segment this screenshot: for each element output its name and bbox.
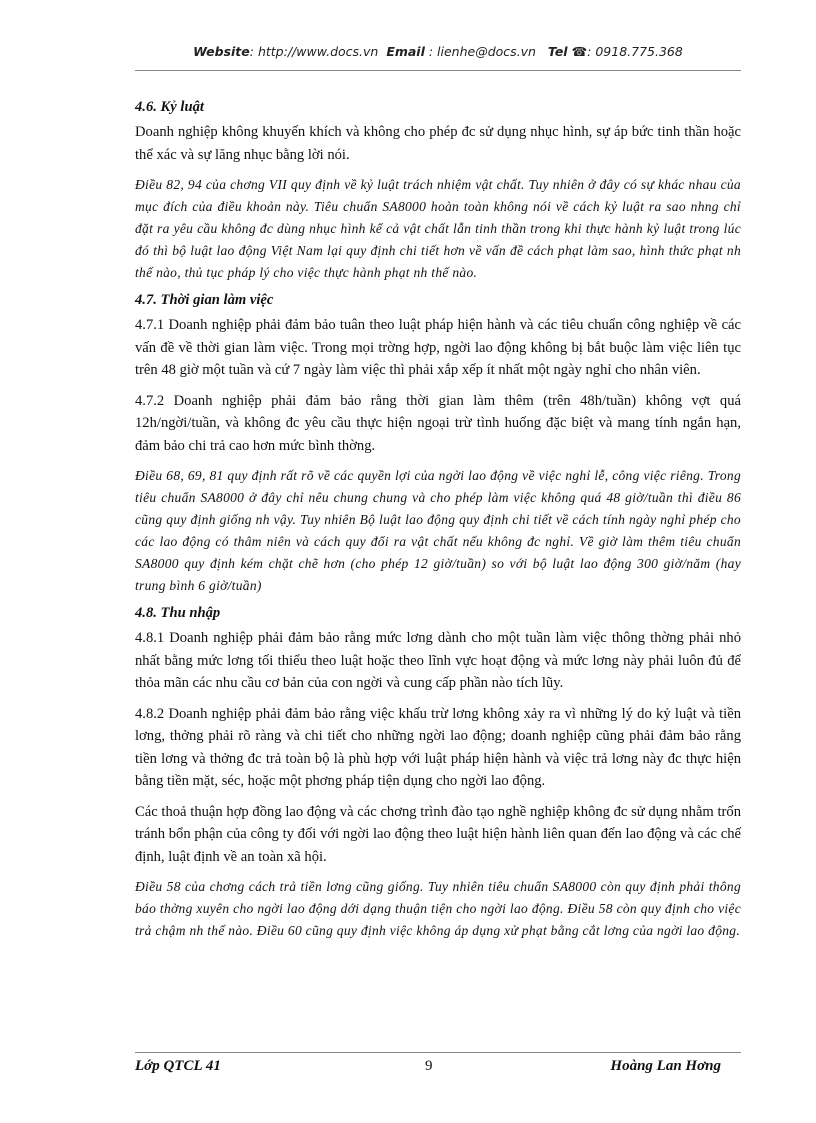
section-heading: 4.6. Kỷ luật [135, 99, 204, 115]
website-value: : http://www.docs.vn [249, 44, 379, 59]
body-paragraph: 4.8.1 Doanh nghiệp phải đảm bảo rằng mức lơng dành cho một tuần làm việc thông thờng phải nhỏ nhất bằng mức lơng tối thiểu theo luật hoặc theo lĩnh vực hoạt động và mức lơng này phải luôn đủ để thỏa mãn các nhu cầu cơ bản của con ngời và cung cấp phần nào tích lũy. [135, 630, 741, 691]
body-paragraph: 4.7.2 Doanh nghiệp phải đảm bảo rằng thời gian làm thêm (trên 48h/tuần) không vợt quá 12h/ngời/tuần, và không đc yêu cầu thực hiện ngoại trừ tình huống đặc biệt và mang tính ngắn hạn, đảm bảo chi trả cao hơn mức bình thờng. [135, 392, 741, 454]
commentary-paragraph: Điều 68, 69, 81 quy định rất rõ về các quyền lợi của ngời lao động về việc nghỉ lễ, công việc riêng. Trong tiêu chuẩn SA8000 ở đây chỉ nêu chung chung và cho phép làm việc không quá 48 giờ/tuần thì điều 86 cũng quy định giống nh vậy. Tuy nhiên Bộ luật lao động quy định chi tiết về cách tính ngày nghỉ phép cho các lao động có thâm niên và cách quy đổi ra vật chất nếu không đc nghỉ. Về giờ làm thêm tiêu chuẩn SA8000 quy định kém chặt chẽ hơn (cho phép 12 giờ/tuần) so với bộ luật lao động 300 giờ/năm (hay trung bình 6 giờ/tuần) [135, 468, 741, 593]
page-number: 9 [425, 1058, 433, 1074]
page-header [135, 44, 741, 59]
header-divider [135, 70, 741, 71]
section-heading: 4.8. Thu nhập [135, 605, 221, 621]
section-heading: 4.7. Thời gian làm việc [135, 292, 274, 308]
body-paragraph: 4.8.2 Doanh nghiệp phải đảm bảo rằng việc khấu trừ lơng không xảy ra vì những lý do kỷ luật và tiền lơng, thởng phải rõ ràng và chi tiết cho những ngời lao động; doanh nghiệp cũng phải đảm bảo rằng tiền lơng và thởng đc trả toàn bộ là phù hợp với luật pháp hiện hành và việc trả lơng này đc thực hiện bằng tiền mặt, séc, hoặc một phơng pháp tiện dụng cho ngời lao động. [135, 705, 741, 789]
body-paragraph: Các thoả thuận hợp đồng lao động và các chơng trình đào tạo nghề nghiệp không đc sử dụng nhằm trốn tránh bổn phận của công ty đối với ngời lao động theo luật hiện hành liên quan đến lao động và các chế định, luật định về an toàn xã hội. [135, 803, 741, 865]
tel-value: : 0918.775.368 [587, 44, 683, 59]
body-paragraph: 4.7.1 Doanh nghiệp phải đảm bảo tuân theo luật pháp hiện hành và các tiêu chuẩn công nghiệp về các vấn đề về thời gian làm việc. Trong mọi trờng hợp, ngời lao động không bị bắt buộc làm việc liên tục trên 48 giờ một tuần và cứ 7 ngày làm việc thì phải xắp xếp ít nhất một ngày nghỉ cho nhân viên. [135, 317, 741, 378]
document-body [135, 95, 741, 948]
commentary-paragraph: Điều 58 của chơng cách trả tiền lơng cũng giống. Tuy nhiên tiêu chuẩn SA8000 còn quy định phải thông báo thờng xuyên cho ngời lao động dới dạng thuận tiện cho ngời lao động. Điều 58 còn quy định cho việc trả chậm nh thế nào. Điều 60 cũng quy định việc không áp dụng xử phạt bằng cắt lơng của ngời lao động. [135, 879, 741, 938]
body-paragraph: Doanh nghiệp không khuyến khích và không cho phép đc sử dụng nhục hình, sự áp bức tinh thần hoặc thể xác và sự lăng nhục bằng lời nói. [135, 124, 741, 163]
footer-class-label: Lớp QTCL 41 [135, 1058, 221, 1074]
website-label: Website [193, 44, 250, 59]
phone-icon: ☎ [571, 44, 588, 59]
email-label: Email [386, 44, 425, 59]
tel-label: Tel [547, 44, 568, 59]
commentary-paragraph: Điều 82, 94 của chơng VII quy định về kỷ luật trách nhiệm vật chất. Tuy nhiên ở đây có sự khác nhau của mục đích của điều khoản này. Tiêu chuẩn SA8000 hoàn toàn không nói về cách kỷ luật ra sao nhng chỉ đặt ra yêu cầu không đc dùng nhục hình kể cả vật chất lẫn tinh thần trong khi thực hành kỷ luật trong lúc đó thì bộ luật lao động Việt Nam lại quy định chi tiết hơn về vấn đề cách phạt làm sao, hình thức phạt nh thế nào, thủ tục pháp lý cho việc thực hành phạt nh thế nào. [135, 177, 741, 280]
page-footer [135, 1058, 741, 1078]
footer-author: Hoàng Lan Hơng [610, 1058, 721, 1074]
email-value: : lienhe@docs.vn [424, 44, 536, 59]
footer-divider [135, 1052, 741, 1053]
